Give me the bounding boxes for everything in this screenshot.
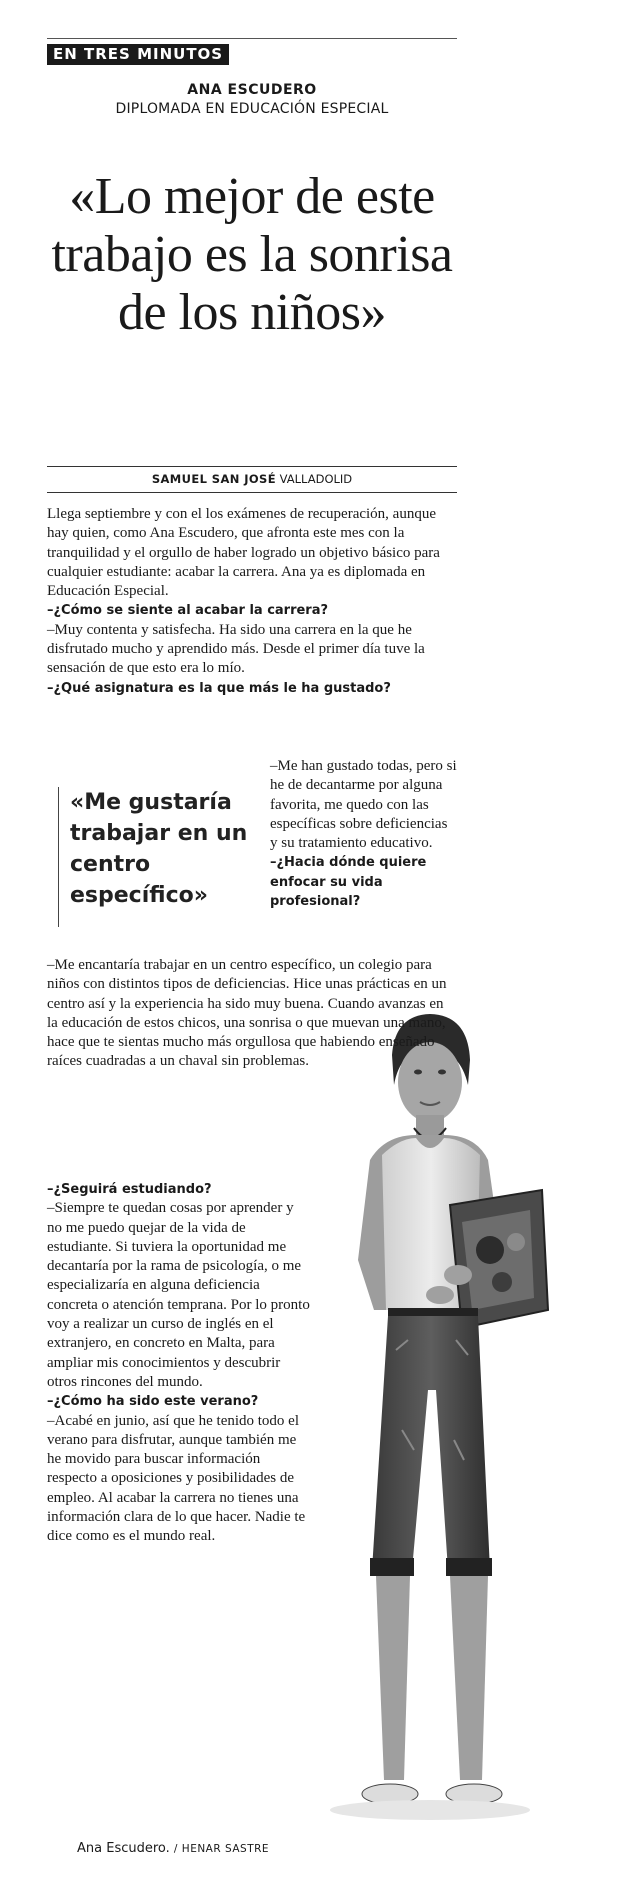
question: –¿Qué asignatura es la que más le ha gustado? [47,680,391,696]
interviewee-name: ANA ESCUDERO [187,82,317,98]
byline [47,472,457,486]
pull-quote-rule [58,787,59,927]
photo-caption [77,1839,297,1859]
question: –¿Cómo ha sido este verano? [47,1394,259,1410]
answer: –Me encantaría trabajar en un centro específico, un colegio para niños con distintos tipos de deficiencias. Hice unas prácticas en un centro así y la experiencia ha sido muy buena. Cuando avanzas en la educación de estos chicos, una sonrisa o que muevan una mano, hace que te sientas mucho más orgullosa que habiendo enseñado raíces cuadradas a un chaval sin problemas. [47,957,447,1070]
interviewee-photo [290,1010,570,1840]
section-label: EN TRES MINUTOS [47,44,229,65]
main-column-lower [47,1180,312,1547]
answer: –Me han gustado todas, pero si he de decantarme por alguna favorita, me quedo con las específicas sobre deficiencias y su tratamiento educativo. [270,758,457,852]
intro-paragraph: Llega septiembre y con el los exámenes de recuperación, aunque hay quien, como Ana Escudero, que afronta este mes con la tranquilidad y el orgullo de haber logrado un objetivo básico para cualquier estudiante: acabar la carrera. Ana ya es diplomada en Educación Especial. [47,506,440,600]
side-column [270,757,457,911]
byline-author: SAMUEL SAN JOSÉ [151,472,276,486]
byline-location: VALLADOLID [279,472,353,486]
answer-wide-top [47,956,457,1072]
answer: –Muy contenta y satisfecha. Ha sido una carrera en la que he disfrutado mucho y aprendido más. Desde el primer día tuve la sensación de que esto era lo mío. [47,621,425,677]
question: –¿Cómo se siente al acabar la carrera? [47,603,329,619]
answer: –Siempre te quedan cosas por aprender y no me puedo quejar de la vida de estudiante. Si tuviera la oportunidad me decantaría por la rama de psicología, o me especializaría en alguna deficiencia concreta o atención temprana. Por lo pronto voy a realizar un curso de inglés en el extranjero, en concreto en Malta, para ampliar mis conocimientos y descubrir otros rincones del mundo. [47,1200,310,1390]
top-rule [47,38,457,39]
caption-name: Ana Escudero. [77,1841,170,1856]
interviewee-title: DIPLOMADA EN EDUCACIÓN ESPECIAL [115,101,389,117]
question: –¿Hacia dónde quiere enfocar su vida profesional? [270,855,427,910]
byline-rule-bottom [47,492,457,493]
byline-rule-top [47,466,457,467]
caption-credit: / HENAR SASTRE [173,1843,270,1855]
answer: –Acabé en junio, así que he tenido todo el verano para disfrutar, aunque también me he movido para buscar información respecto a oposiciones y posibilidades de empleo. Al acabar la carrera no tienes una información clara de lo que hacer. Nadie te dice como es el mundo real. [47,1412,306,1545]
pull-quote: «Me gustaría trabajar en un centro específico» [70,790,248,908]
headline: «Lo mejor de este trabajo es la sonrisa de los niños» [51,168,453,341]
article-intro-block [47,505,457,698]
question: –¿Seguirá estudiando? [47,1182,212,1197]
